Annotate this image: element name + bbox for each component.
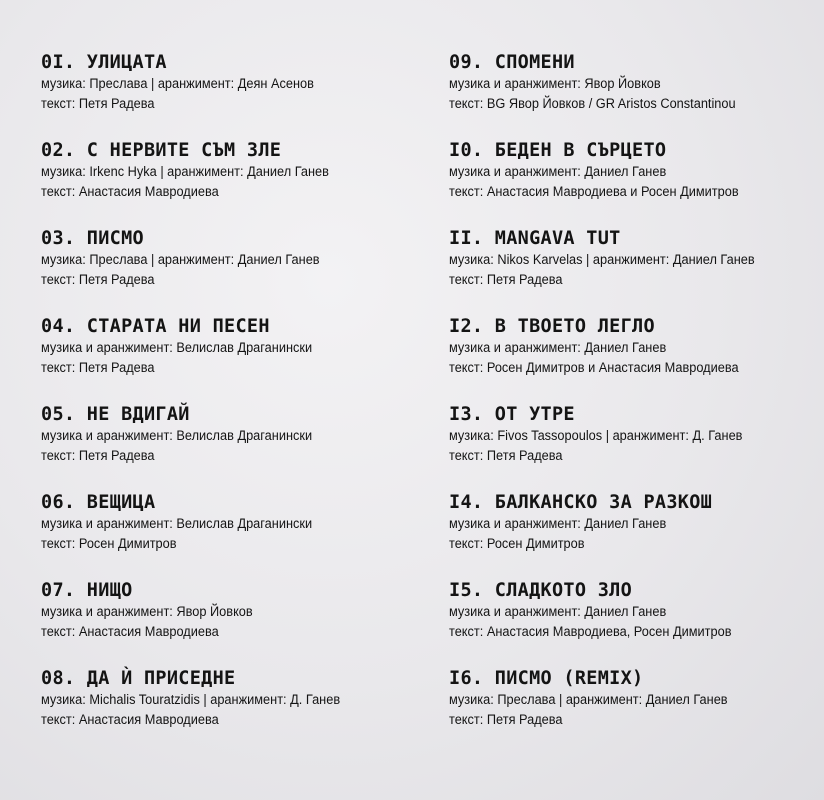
track-lyrics-credit: текст: Анастасия Мавродиева <box>41 624 219 640</box>
track-music-credit: музика и аранжимент: Даниел Ганев <box>449 164 667 180</box>
track-music-credit: музика и аранжимент: Велислав Драганински <box>41 428 313 444</box>
track-music-credit: музика и аранжимент: Даниел Ганев <box>449 340 667 356</box>
track-entry <box>41 580 416 668</box>
track-lyrics-credit: текст: Петя Радева <box>449 272 563 288</box>
track-music-credit: музика и аранжимент: Даниел Ганев <box>449 604 667 620</box>
track-lyrics-credit: текст: Петя Радева <box>41 448 155 464</box>
track-lyrics-credit: текст: Петя Радева <box>449 712 563 728</box>
track-title: 03. ПИСМО <box>41 228 144 249</box>
track-lyrics-credit: текст: Анастасия Мавродиева и Росен Димитров <box>449 184 739 200</box>
track-music-credit: музика: Fivos Tassopoulos | аранжимент: Д. Ганев <box>449 428 743 444</box>
track-title: II. MANGAVA TUT <box>449 228 621 249</box>
track-lyrics-credit: текст: Росен Димитров и Анастасия Мавродиева <box>449 360 739 376</box>
track-title: 07. НИЩО <box>41 580 133 601</box>
track-title: 06. ВЕЩИЦА <box>41 492 156 513</box>
tracklist-right-column <box>449 52 819 756</box>
track-music-credit: музика и аранжимент: Велислав Драганински <box>41 516 313 532</box>
track-lyrics-credit: текст: Росен Димитров <box>449 536 585 552</box>
track-entry <box>449 140 819 228</box>
track-entry <box>41 52 416 140</box>
track-title: I2. В ТВОЕТО ЛЕГЛО <box>449 316 655 337</box>
track-music-credit: музика и аранжимент: Явор Йовков <box>41 604 253 620</box>
track-entry <box>449 404 819 492</box>
track-lyrics-credit: текст: BG Явор Йовков / GR Aristos Constantinou <box>449 96 736 112</box>
track-title: I0. БЕДЕН В СЪРЦЕТО <box>449 140 667 161</box>
track-title: I4. БАЛКАНСКО ЗА РАЗКОШ <box>449 492 713 513</box>
track-lyrics-credit: текст: Петя Радева <box>449 448 563 464</box>
track-entry <box>41 668 416 756</box>
track-title: 0I. УЛИЦАТА <box>41 52 167 73</box>
track-entry <box>449 228 819 316</box>
track-music-credit: музика: Преслава | аранжимент: Даниел Ганев <box>41 252 320 268</box>
track-title: I3. ОТ УТРЕ <box>449 404 575 425</box>
track-entry <box>449 580 819 668</box>
track-entry <box>449 492 819 580</box>
track-music-credit: музика: Преслава | аранжимент: Деян Асенов <box>41 76 314 92</box>
track-lyrics-credit: текст: Анастасия Мавродиева <box>41 184 219 200</box>
track-title: I6. ПИСМО (REMIX) <box>449 668 644 689</box>
track-lyrics-credit: текст: Петя Радева <box>41 96 155 112</box>
track-title: 04. СТАРАТА НИ ПЕСЕН <box>41 316 270 337</box>
track-lyrics-credit: текст: Петя Радева <box>41 360 155 376</box>
track-entry <box>41 228 416 316</box>
track-lyrics-credit: текст: Анастасия Мавродиева, Росен Димитров <box>449 624 732 640</box>
track-title: 09. СПОМЕНИ <box>449 52 575 73</box>
track-title: I5. СЛАДКОТО ЗЛО <box>449 580 633 601</box>
track-entry <box>41 404 416 492</box>
track-entry <box>41 492 416 580</box>
track-entry <box>449 52 819 140</box>
track-entry <box>41 316 416 404</box>
track-entry <box>449 316 819 404</box>
track-music-credit: музика: Nikos Karvelas | аранжимент: Даниел Ганев <box>449 252 755 268</box>
tracklist-left-column <box>41 52 416 756</box>
track-title: 02. С НЕРВИТЕ СЪМ ЗЛЕ <box>41 140 282 161</box>
track-lyrics-credit: текст: Анастасия Мавродиева <box>41 712 219 728</box>
track-music-credit: музика и аранжимент: Даниел Ганев <box>449 516 667 532</box>
track-lyrics-credit: текст: Петя Радева <box>41 272 155 288</box>
track-title: 08. ДА Ѝ ПРИСЕДНЕ <box>41 668 236 689</box>
track-music-credit: музика и аранжимент: Велислав Драганински <box>41 340 313 356</box>
track-music-credit: музика: Michalis Touratzidis | аранжимент: Д. Ганев <box>41 692 341 708</box>
track-music-credit: музика: Irkenc Hyka | аранжимент: Даниел Ганев <box>41 164 329 180</box>
track-lyrics-credit: текст: Росен Димитров <box>41 536 177 552</box>
track-music-credit: музика и аранжимент: Явор Йовков <box>449 76 661 92</box>
track-music-credit: музика: Преслава | аранжимент: Даниел Ганев <box>449 692 728 708</box>
track-entry <box>41 140 416 228</box>
track-title: 05. НЕ ВДИГАЙ <box>41 404 190 425</box>
track-entry <box>449 668 819 756</box>
